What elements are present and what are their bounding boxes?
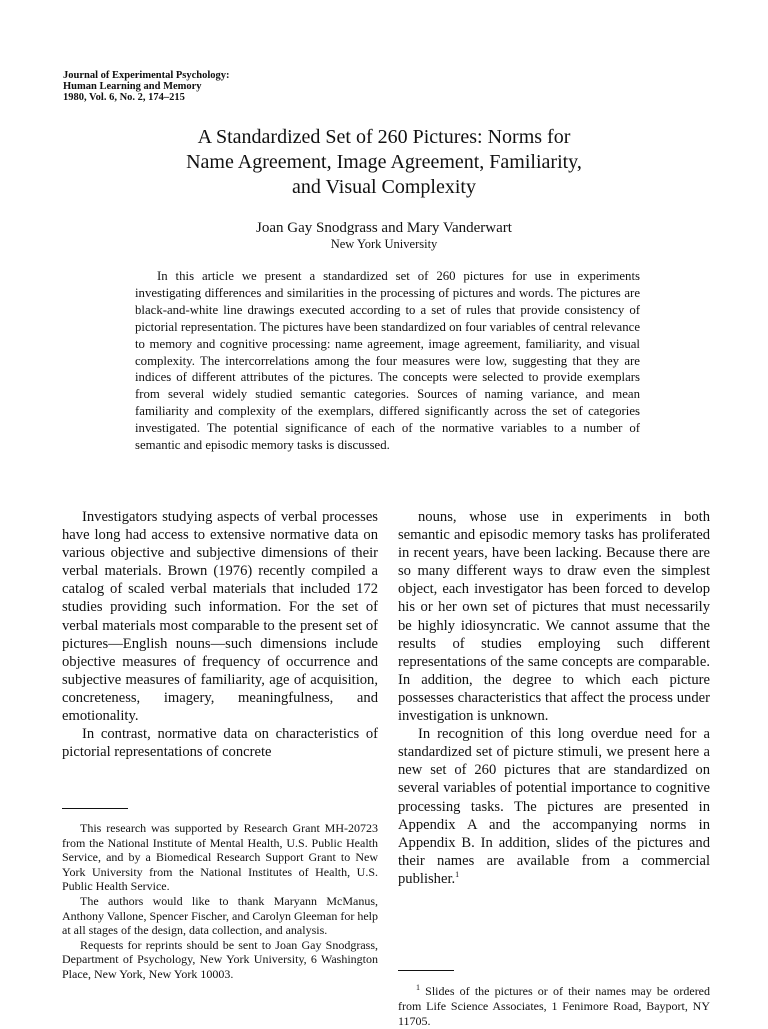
footnote-funding: This research was supported by Research Grant MH-20723 from the National Institute of Mental Health, U.S. Public Health Service, and by a Biomedical Research Support Grant to New York University from the National Institutes of Health, U.S. Public Health Service. [62,821,378,894]
affiliation: New York University [330,237,438,251]
authors: Joan Gay Snodgrass and Mary Vanderwart [256,220,512,236]
body-paragraph [398,725,710,888]
footnote-acknowledgments: The authors would like to thank Maryann McManus, Anthony Vallone, Spencer Fischer, and Carolyn Gleeman for help at all stages of the design, data collection, and analysis. [62,893,378,938]
footnote-number: 1 [416,983,420,992]
journal-volume: 1980, Vol. 6, No. 2, 174–215 [63,92,185,103]
journal-subtitle: Human Learning and Memory [63,81,202,92]
title-line-2: Name Agreement, Image Agreement, Familiarity, [186,151,582,173]
journal-name: Journal of Experimental Psychology: [63,70,230,81]
body-column-left [62,508,378,761]
title-line-1: A Standardized Set of 260 Pictures: Norms for [197,126,571,148]
body-paragraph: Investigators studying aspects of verbal processes have long had access to extensive normative data on various objective and subjective dimensions of their verbal materials. Brown (1976) recently compiled a catalog of scaled verbal materials that included 172 studies providing such information. For the set of verbal materials most comparable to the present set of pictures—English nouns—such dimensions include objective measures of frequency of occurrence and subjective measures of familiarity, age of acquisition, concreteness, imagery, meaningfulness, and emotionality. [62,509,378,725]
footnote-divider-left [62,808,128,809]
footnote-divider-right [398,970,454,971]
footnote-marker: 1 [455,870,460,880]
journal-citation [63,70,230,103]
body-paragraph: nouns, whose use in experiments in both semantic and episodic memory tasks has proliferated in recent years, have been lacking. Because there are so many different ways to draw even the simplest object, each investigator has been forced to develop his or her own set of pictures that must necessarily be highly idiosyncratic. We cannot assume that the results of studies employing such different representations of the same concepts are comparable. In addition, the degree to which each picture possesses characteristics that affect the process under investigation is unknown. [398,509,710,725]
footnote-reprints: Requests for reprints should be sent to Joan Gay Snodgrass, Department of Psychology, New York University, 6 Washington Place, New York, New York 10003. [62,937,378,981]
title-line-3: and Visual Complexity [292,176,476,198]
footnote-slides [398,984,710,1029]
body-column-right [398,508,710,888]
abstract: In this article we present a standardized set of 260 pictures for use in experiments investigating differences and similarities in the processing of pictures and words. The pictures are black-and-white line drawings executed according to a set of rules that provide consistency of pictorial representation. The pictures have been standardized on four variables of central relevance to memory and cognitive processing: name agreement, image agreement, familiarity, and visual complexity. The intercorrelations among the four measures were low, suggesting that they are indices of different attributes of the pictures. The concepts were selected to provide exemplars from several widely studied semantic categories. Sources of naming variance, and mean familiarity and complexity of the exemplars, differed significantly across the set of categories investigated. The potential significance of each of the normative variables to a number of semantic and episodic memory tasks is discussed. [135,269,640,453]
footnotes-left [62,821,378,982]
footnote-slides-text: Slides of the pictures or of their names may be ordered from Life Science Associates, 1 Fenimore Road, Bayport, NY 11705. [398,984,711,1028]
body-paragraph: In contrast, normative data on characteristics of pictorial representations of concrete [62,726,378,761]
paper-title [100,125,668,200]
body-paragraph-text: In recognition of this long overdue need for a standardized set of picture stimuli, we present here a new set of 260 pictures that are standardized on several variables of potential importance to cognitive processing tasks. The pictures are presented in Appendix A and the accompanying norms in Appendix B. In addition, slides of the pictures and their names are available from a commercial publisher. [398,726,710,887]
